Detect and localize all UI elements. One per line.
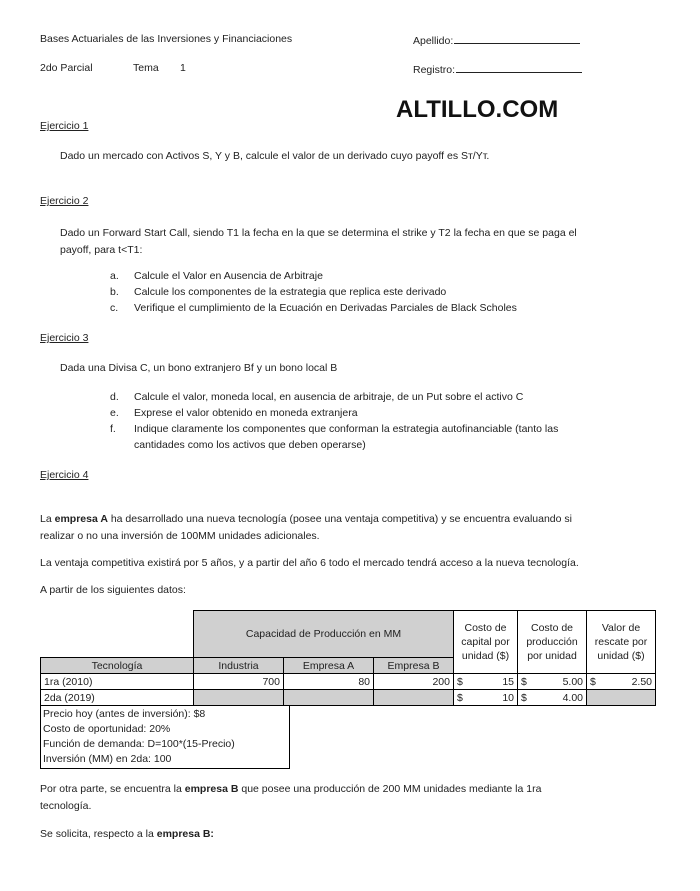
- list-item: [110, 421, 558, 453]
- course-title: Bases Actuariales de las Inversiones y Financiaciones: [40, 33, 293, 45]
- ej2-text: [60, 225, 577, 259]
- ej4-p4-line2: tecnología.: [40, 800, 92, 812]
- param-line: Precio hoy (antes de inversión): $8: [43, 708, 206, 720]
- empresa-b-request-bold: empresa B:: [156, 828, 214, 840]
- site-logo: ALTILLO.COM: [396, 96, 559, 123]
- tema-label: Tema: [133, 62, 159, 74]
- table-cell: 80: [284, 674, 374, 690]
- ej1-title: Ejercicio 1: [40, 120, 89, 132]
- empresa-b-bold: empresa B: [184, 783, 239, 795]
- registro-label: Registro:: [413, 64, 456, 76]
- list-item: [110, 389, 558, 405]
- table-cell: 2da (2019): [41, 690, 194, 706]
- apellido-field: [413, 33, 580, 47]
- list-marker: c.: [110, 302, 119, 314]
- list-text-line2: cantidades como los activos que deben operarse): [134, 439, 366, 451]
- param-line: Función de demanda: D=100*(15-Precio): [43, 738, 235, 750]
- table-cell: [374, 690, 454, 706]
- table-cell: 700: [194, 674, 284, 690]
- ej1-text: Dado un mercado con Activos S, Y y B, calcule el valor de un derivado cuyo payoff es Sт/Yт.: [60, 150, 490, 162]
- param-line: Inversión (MM) en 2da: 100: [43, 753, 172, 765]
- ej4-title: Ejercicio 4: [40, 469, 89, 481]
- list-text: Calcule los componentes de la estrategia que replica este derivado: [134, 286, 447, 298]
- table-cell: [194, 690, 284, 706]
- ej4-paragraph3: A partir de los siguientes datos:: [40, 584, 186, 596]
- ej3-list: [110, 389, 558, 453]
- param-line: Costo de oportunidad: 20%: [43, 723, 171, 735]
- apellido-line: [454, 33, 580, 44]
- empresa-b-header: Empresa B: [374, 658, 454, 674]
- ej4-p1-line1: La empresa A ha desarrollado una nueva tecnología (posee una ventaja competitiva) y se encuentra evaluando si: [40, 513, 572, 525]
- table-cell: [587, 690, 656, 706]
- ej3-title: Ejercicio 3: [40, 332, 89, 344]
- data-table: [40, 610, 656, 706]
- table-cell: $ 10: [454, 690, 518, 706]
- list-text: Calcule el Valor en Ausencia de Arbitraje: [134, 270, 323, 282]
- list-text-line1: Indique claramente los componentes que conforman la estrategia autofinanciable (tanto las: [134, 423, 559, 435]
- ej4-paragraph5: Se solicita, respecto a la empresa B:: [40, 828, 214, 840]
- list-text: Exprese el valor obtenido en moneda extranjera: [134, 407, 358, 419]
- parameters-box: [40, 705, 290, 769]
- list-item: [110, 300, 517, 316]
- list-text: Calcule el valor, moneda local, en ausencia de arbitraje, de un Put sobre el activo C: [134, 391, 524, 403]
- ej2-list: [110, 268, 517, 316]
- ej2-text-line2: payoff, para t<T1:: [60, 244, 143, 256]
- table-row: [41, 690, 656, 706]
- table-cell: 1ra (2010): [41, 674, 194, 690]
- ej4-paragraph2: La ventaja competitiva existirá por 5 años, y a partir del año 6 todo el mercado tendrá acceso a la nueva tecnología.: [40, 557, 579, 569]
- ej2-text-line1: Dado un Forward Start Call, siendo T1 la fecha en la que se determina el strike y T2 la fecha en que se paga el: [60, 227, 577, 239]
- ej2-title: Ejercicio 2: [40, 195, 89, 207]
- costo-produccion-header: Costo de producción por unidad: [518, 611, 587, 674]
- empresa-a-bold: empresa A: [54, 513, 108, 525]
- ej4-paragraph4: [40, 781, 541, 815]
- table-cell: $ 15: [454, 674, 518, 690]
- empresa-a-header: Empresa A: [284, 658, 374, 674]
- registro-line: [456, 62, 582, 73]
- registro-field: [413, 62, 582, 76]
- table-cell: $ 4.00: [518, 690, 587, 706]
- ej4-p4-line1: Por otra parte, se encuentra la empresa B que posee una producción de 200 MM unidades mediante la 1ra: [40, 783, 542, 795]
- list-marker: e.: [110, 407, 119, 419]
- table-cell: $ 2.50: [587, 674, 656, 690]
- apellido-label: Apellido:: [413, 35, 454, 47]
- costo-capital-header: Costo de capital por unidad ($): [454, 611, 518, 674]
- table-cell: 200: [374, 674, 454, 690]
- table-header-row: [41, 611, 656, 658]
- list-text: Verifique el cumplimiento de la Ecuación en Derivadas Parciales de Black Scholes: [134, 302, 517, 314]
- tema-number: 1: [180, 62, 186, 74]
- ej4-p1-line2: realizar o no una inversión de 100MM unidades adicionales.: [40, 530, 320, 542]
- list-item: [110, 268, 517, 284]
- industria-header: Industria: [194, 658, 284, 674]
- table-cell: $ 5.00: [518, 674, 587, 690]
- table-cell: [284, 690, 374, 706]
- capacidad-header: Capacidad de Producción en MM: [194, 611, 454, 658]
- exam-name: 2do Parcial: [40, 62, 93, 74]
- valor-rescate-header: Valor de rescate por unidad ($): [587, 611, 656, 674]
- ej4-paragraph1: [40, 511, 572, 545]
- list-marker: d.: [110, 391, 119, 403]
- list-item: [110, 405, 558, 421]
- list-item: [110, 284, 517, 300]
- list-marker: a.: [110, 270, 119, 282]
- list-marker: b.: [110, 286, 119, 298]
- ej3-text: Dada una Divisa C, un bono extranjero Bf y un bono local B: [60, 362, 338, 374]
- tecnologia-header: Tecnología: [41, 658, 194, 674]
- list-marker: f.: [110, 423, 116, 435]
- table-row: [41, 674, 656, 690]
